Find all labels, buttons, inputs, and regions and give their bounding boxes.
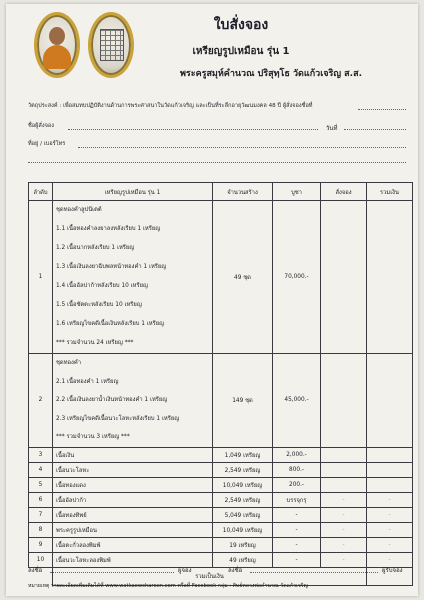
set1-item: 1.6 เหรียญไขคดีเนื้อเงินหลังเรียบ 1 เหรียญ: [56, 321, 165, 327]
set2-price: 45,000.-: [273, 354, 321, 448]
set2-sum-cell[interactable]: [367, 354, 413, 448]
row-order-cell[interactable]: [321, 447, 367, 462]
table-row: [29, 201, 413, 354]
set1-item: 1.2 เนื้อนากหลังเรียบ 1 เหรียญ: [56, 245, 135, 251]
row-no: 8: [29, 522, 53, 537]
row-order-cell: -: [321, 522, 367, 537]
orderer-label: ชื่อผู้สั่งจอง: [28, 123, 54, 129]
monk-robe-shape: [43, 45, 71, 69]
set1-item: 1.4 เนื้ออัลปาก้าหลังเรียบ 10 เหรียญ: [56, 283, 148, 289]
order-table: [28, 182, 413, 586]
row-no: 9: [29, 537, 53, 552]
col-header-order: สั่งจอง: [321, 183, 367, 201]
col-header-no: ลำดับ: [29, 183, 53, 201]
address-field-line-2[interactable]: [28, 162, 406, 163]
row-no: 6: [29, 492, 53, 507]
row-qty: 19 เหรียญ: [213, 537, 273, 552]
signer-right-label: ลงชื่อ: [228, 567, 243, 574]
row-name: เนื้อทองทิพย์: [53, 507, 213, 522]
order-form-sheet: [6, 4, 418, 596]
table-row: [29, 507, 413, 522]
purpose-dots[interactable]: [358, 109, 406, 110]
row-qty: 49 เหรียญ: [213, 552, 273, 567]
signer-right-field[interactable]: [250, 572, 378, 573]
row-order-cell: -: [321, 552, 367, 567]
set1-title: ชุดทองคำลูปนีเตต์: [56, 207, 102, 213]
address-label: ที่อยู่ / เบอร์โทร: [28, 141, 66, 147]
row-price: -: [273, 522, 321, 537]
row-order-cell[interactable]: [321, 462, 367, 477]
orderer-field[interactable]: [68, 129, 318, 130]
col-header-price: บูชา: [273, 183, 321, 201]
row-no: 1: [29, 201, 53, 354]
table-row: [29, 462, 413, 477]
set2-item: 2.1 เนื้อทองคำ 1 เหรียญ: [56, 378, 119, 385]
col-header-qty: จำนวนสร้าง: [213, 183, 273, 201]
row-no: 5: [29, 477, 53, 492]
signer-left-field[interactable]: [50, 572, 174, 573]
row-price: -: [273, 537, 321, 552]
row-sum-cell: -: [367, 507, 413, 522]
signer-left-label: ลงชื่อ: [28, 567, 43, 574]
row-price: -: [273, 552, 321, 567]
signer-left-role: ผู้จอง: [178, 567, 192, 574]
table-row: [29, 552, 413, 567]
total-label: รวมเป็นเงิน: [53, 567, 367, 585]
table-row: [29, 492, 413, 507]
set1-sum-cell[interactable]: [367, 201, 413, 354]
row-qty: 10,049 เหรียญ: [213, 477, 273, 492]
set2-item: 2.2 เนื้อเงินลงยาน้ำเงินหน้าทองคำ 1 เหรียญ: [56, 397, 168, 403]
row-name: เนื้อตะกั่วลองพิมพ์: [53, 537, 213, 552]
set2-total: *** รวมจำนวน 3 เหรียญ ***: [56, 434, 130, 440]
row-price: -: [273, 507, 321, 522]
yantra-pattern: [100, 29, 124, 61]
set1-item: 1.1 เนื้อทองคำลงยาลงหลังเรียบ 1 เหรียญ: [56, 226, 161, 232]
set2-order-cell[interactable]: [321, 354, 367, 448]
set2-qty: 149 ชุด: [213, 354, 273, 448]
row-order-cell[interactable]: [321, 477, 367, 492]
form-subtitle: เหรียญรูปเหมือน รุ่น 1: [192, 46, 290, 57]
row-name: เนื้อเงิน: [53, 447, 213, 462]
col-header-sum: รวมเงิน: [367, 183, 413, 201]
address-field[interactable]: [78, 147, 406, 148]
set1-contents: [53, 201, 213, 354]
row-no: 10: [29, 552, 53, 567]
set1-order-cell[interactable]: [321, 201, 367, 354]
row-qty: 2,549 เหรียญ: [213, 462, 273, 477]
set2-title: ชุดทองคำ: [56, 360, 81, 366]
row-price: บรรจุกรุ: [273, 492, 321, 507]
row-name: เนื้ออัลปาก้า: [53, 492, 213, 507]
date-label: วันที่: [326, 125, 338, 132]
row-sum-cell: -: [367, 492, 413, 507]
row-no: 4: [29, 462, 53, 477]
row-sum-cell: -: [367, 537, 413, 552]
row-order-cell: -: [321, 492, 367, 507]
row-order-cell: -: [321, 507, 367, 522]
row-sum-cell[interactable]: [367, 447, 413, 462]
table-row: [29, 537, 413, 552]
col-header-item: เหรียญรูปเหมือน รุ่น 1: [53, 183, 213, 201]
set1-total: *** รวมจำนวน 24 เหรียญ ***: [56, 340, 134, 346]
set1-item: 1.3 เนื้อเงินลงยาฉีบพลหน้าทองคำ 1 เหรียญ: [56, 264, 167, 270]
medal-back-image: [88, 12, 134, 78]
row-qty: 1,049 เหรียญ: [213, 447, 273, 462]
set2-item: 2.3 เหรียญไขคดีเนื้อนวะโลหะหลังเรียบ 1 เหรียญ: [56, 415, 180, 422]
signer-right-role: ผู้รับจอง: [382, 567, 403, 574]
set1-price: 70,000.-: [273, 201, 321, 354]
form-title: ใบสั่งจอง: [213, 17, 269, 33]
form-maker: พระครูสมุห์คำนวณ ปริสุทฺโธ วัดแก้วเจริญ ส.ส.: [179, 69, 363, 79]
row-sum-cell[interactable]: [367, 462, 413, 477]
row-price: 800.-: [273, 462, 321, 477]
table-header-row: [29, 183, 413, 201]
table-row: [29, 447, 413, 462]
row-price: 2,000.-: [273, 447, 321, 462]
row-name: เนื้อทองแดง: [53, 477, 213, 492]
footer-note: หมายเหตุ รายละเอียดเพิ่มเติมได้ที่ www.watkaewcharoen.com หรือที่ Facebook กลุ่ม : ศิษย์หลวงพ่อคำนวณ วัดแก้วเจริญ: [28, 583, 309, 589]
purpose-text: วัตถุประสงค์ : เพื่อสมทบปฏิบัติงานด้านการพระศาสนาในวัดแก้วเจริญ และเป็นที่ระลึกอายุวัฒนมงคล 48 ปี ผู้สั่งจองชื่อที่: [28, 103, 313, 109]
table-row: [29, 354, 413, 448]
row-sum-cell: -: [367, 552, 413, 567]
monk-head-shape: [49, 27, 65, 45]
row-no: 3: [29, 447, 53, 462]
table-row: [29, 522, 413, 537]
row-qty: 5,049 เหรียญ: [213, 507, 273, 522]
row-qty: 2,549 เหรียญ: [213, 492, 273, 507]
set1-item: 1.5 เนื้อชัตตะหลังเรียบ 10 เหรียญ: [56, 302, 142, 308]
row-qty: 10,049 เหรียญ: [213, 522, 273, 537]
row-name: พระครูรูปเหมือน: [53, 522, 213, 537]
medal-front-image: [34, 12, 80, 78]
date-field[interactable]: [344, 129, 406, 130]
set1-qty: 49 ชุด: [213, 201, 273, 354]
row-price: 200.-: [273, 477, 321, 492]
set2-contents: [53, 354, 213, 448]
row-order-cell: -: [321, 537, 367, 552]
row-name: เนื้อนวะโลหะ: [53, 462, 213, 477]
row-no: 2: [29, 354, 53, 448]
table-row: [29, 477, 413, 492]
row-name: เนื้อนวะโลหะลองพิมพ์: [53, 552, 213, 567]
row-sum-cell: -: [367, 522, 413, 537]
row-no: 7: [29, 507, 53, 522]
row-sum-cell[interactable]: [367, 477, 413, 492]
